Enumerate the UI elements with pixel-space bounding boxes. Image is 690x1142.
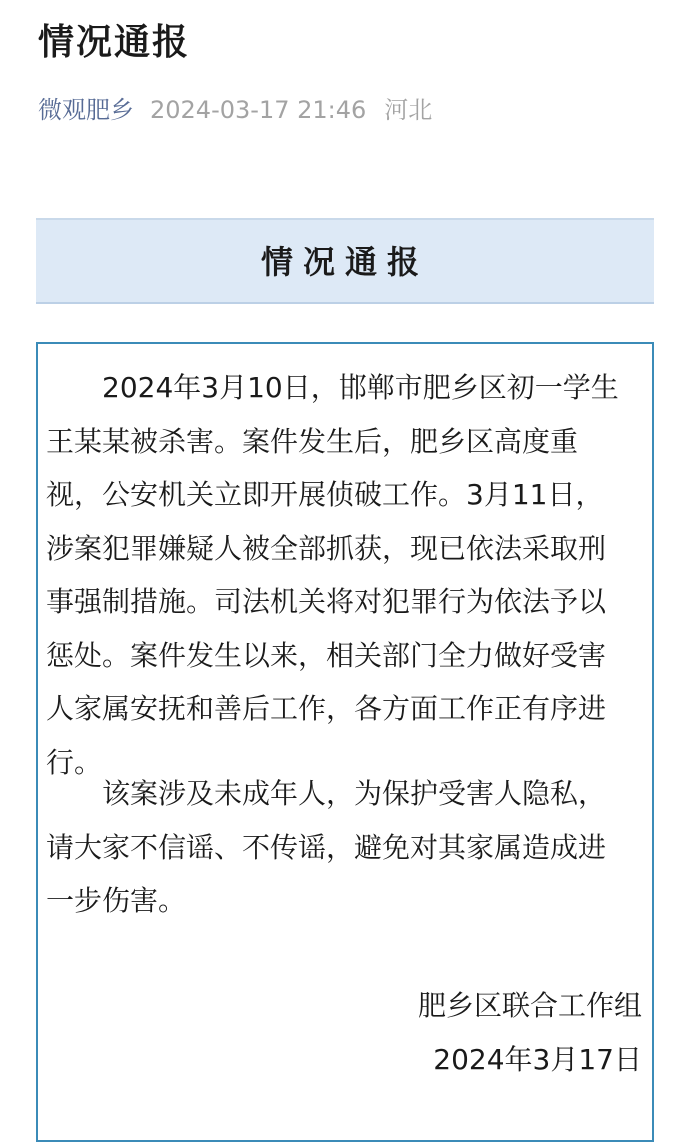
paragraph-line: 事强制措施。司法机关将对犯罪行为依法予以: [46, 585, 607, 618]
notice-paragraph-2: [46, 767, 650, 928]
article-meta: [38, 92, 432, 128]
publish-date: 2024-03-17 21:46: [150, 96, 367, 124]
account-name-link[interactable]: 微观肥乡: [38, 96, 134, 124]
article-title: 情况通报: [38, 22, 191, 63]
paragraph-line: 2024年3月10日，邯郸市肥乡区初一学生: [102, 371, 619, 404]
paragraph-line: 涉案犯罪嫌疑人被全部抓获，现已依法采取刑: [46, 531, 607, 565]
notice-banner: [36, 218, 654, 304]
paragraph-line: 行。: [46, 745, 103, 779]
paragraph-line: 一步伤害。: [46, 884, 187, 917]
banner-divider: [36, 302, 654, 304]
paragraph-line: 惩处。案件发生以来，相关部门全力做好受害: [46, 638, 607, 672]
paragraph-line: 请大家不信谣、不传谣，避免对其家属造成进: [46, 830, 607, 864]
paragraph-line: 视，公安机关立即开展侦破工作。3月11日，: [46, 478, 604, 511]
publish-location: 河北: [384, 96, 433, 124]
paragraph-line: 王某某被杀害。案件发生后，肥乡区高度重: [46, 424, 579, 458]
notice-paragraph-1: [46, 361, 650, 789]
banner-title: 情况通报: [260, 243, 429, 281]
notice-signature: [418, 979, 642, 1086]
paragraph-line: 人家属安抚和善后工作，各方面工作正有序进: [46, 692, 607, 725]
signature-org: 肥乡区联合工作组: [417, 989, 642, 1022]
signature-date: 2024年3月17日: [433, 1042, 642, 1076]
paragraph-line: 该案涉及未成年人，为保护受害人隐私，: [102, 777, 607, 810]
